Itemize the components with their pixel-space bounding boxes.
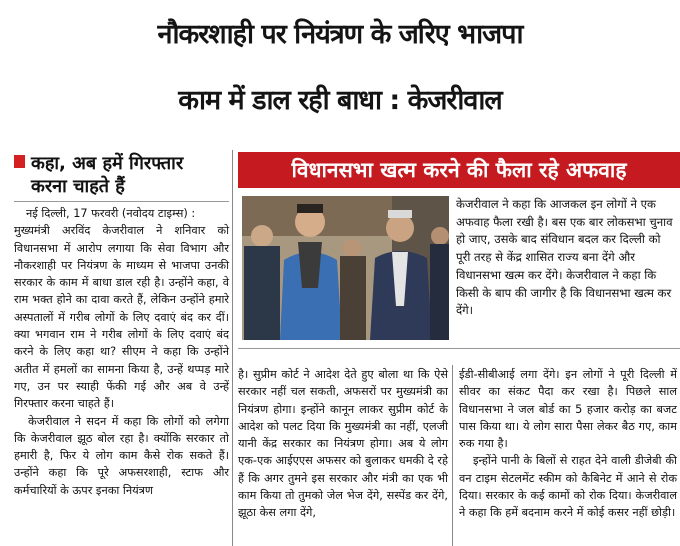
column-2-paragraph: है। सुप्रीम कोर्ट ने आदेश देते हुए बोला था कि ऐसे सरकार नहीं चल सकती, अफसरों पर मुख्यमंत्री का नियंत्रण होगा। इन्होंने कानून लाकर सुप्रीम कोर्ट के आदेश को पलट दिया कि मुख्यमंत्री का नहीं, एलजी यानी केंद्र सरकार का नियंत्रण होगा। अब ये लोग एक-एक आईएएस अफसर को बुलाकर धमकी दे रहे हैं कि अगर तुमने इस सरकार और मंत्री का एक भी काम किया तो तुमको जेल भेज देंगे, सस्पेंड कर देंगे, झूठा केस लगा देंगे, — [238, 368, 448, 520]
news-photo-illustration — [242, 196, 449, 340]
side-subheading-line-1: कहा, अब हमें गिरफ्तार — [31, 153, 184, 174]
dateline: नई दिल्ली, 17 फरवरी (नवोदय टाइम्स) : — [26, 207, 196, 220]
headline-line-1: नौकरशाही पर नियंत्रण के जरिए भाजपा — [157, 19, 523, 50]
column-1-paragraph-2: केजरीवाल ने सदन में कहा कि लोगों को लगेगा कि केजरीवाल झूठ बोल रहा है। क्योंकि सरकार तो हमारी है, फिर ये लोग काम कैसे रोक सकते हैं। उन्होंने कहा कि पूरे अफसरशाही, स्टाफ और कर्मचारियों के ऊपर इनका नियंत्रण — [14, 414, 229, 497]
right-box-text: केजरीवाल ने कहा कि आजकल इन लोगों ने एक अफवाह फैला रखी है। बस एक बार लोकसभा चुनाव हो जाए, उसके बाद संविधान बदल कर दिल्ली को पूरी तरह से केंद्र शासित राज्य बना देंगे और विधानसभा खत्म कर देंगे। केजरीवाल ने कहा कि किसी के बाप की जागीर है कि विधानसभा खत्म कर देंगे। — [456, 197, 673, 318]
left-divider — [14, 201, 229, 202]
red-square-bullet-icon — [14, 155, 25, 168]
column-3-paragraph-2: इन्होंने पानी के बिलों से राहत देने वाली डीजेबी की वन टाइम सेटलमेंट स्कीम को कैबिनेट में आने से रोक दिया। सरकार के कई कामों को रोक दिया। केजरीवाल ने कहा कि हमें बदनाम करने में कोई कसर नहीं छोड़ी। — [459, 454, 677, 520]
column-1-paragraph-1: मुख्यमंत्री अरविंद केजरीवाल ने शनिवार को विधानसभा में आरोप लगाया कि सेवा विभाग और नौकरशाही पर नियंत्रण के माध्यम से भाजपा उनकी सरकार के काम में बाधा डाल रही है। उन्होंने कहा, वे राम भक्त होने का दावा करते हैं, लेकिन उन्होंने हमारे अस्पतालों में गरीब लोगों के लिए दवाएं बंद कर दीं। क्या भगवान राम ने गरीब लोगों के लिए दवाएं बंद करने के लिए कहा था? सीएम ने कहा कि उन्होंने अतीत में हमलों का सामना किया है, उन्हें थप्पड़ मारे गए, उन पर स्याही फेंकी गई और अब वे उन्हें गिरफ्तार करना चाहते हैं। — [14, 224, 229, 411]
column-3-paragraph-1: ईडी-सीबीआई लगा देंगे। इन लोगों ने पूरी दिल्ली में सीवर का संकट पैदा कर रखा है। पिछले साल विधानसभा ने जल बोर्ड का 5 हजार करोड़ का बजट पास किया था। ये लोग सारा पैसा लेकर बैठ गए, काम रुक गया है। — [459, 368, 677, 451]
side-subheading-line-2: करना चाहते हैं — [31, 176, 125, 197]
right-section-divider — [238, 348, 680, 349]
side-subheading — [14, 152, 229, 198]
column-2 — [238, 366, 448, 522]
column-1 — [14, 205, 229, 499]
headline-line-2: काम में डाल रही बाधा : केजरीवाल — [178, 85, 502, 116]
column-3 — [459, 366, 677, 522]
column-rule-1 — [232, 150, 233, 546]
column-rule-2 — [452, 365, 453, 546]
red-sub-banner: विधानसभा खत्म करने की फैला रहे अफवाह — [238, 152, 680, 188]
news-photo — [242, 196, 449, 340]
